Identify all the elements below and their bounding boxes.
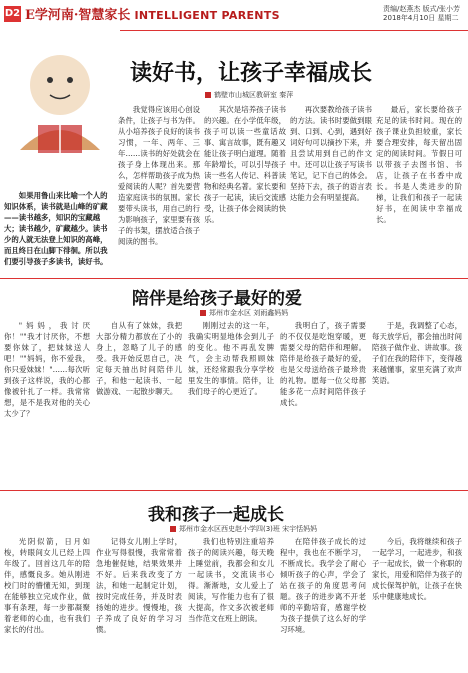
article3-paragraph: 在陪伴孩子成长的过程中，我也在不断学习，不断成长。我学会了耐心倾听孩子的心声，学会了站在孩子的角度思考问题。孩子的进步离不开老师的辛勤培育，感谢学校为孩子提供了这么好的学习环境。 (280, 537, 366, 634)
article1-lead-text: 如果用鲁山来比喻一个人的知识体系，读书就是山峰的矿藏——读书越多，知识的宝藏越大；读书越少，矿藏越少。读书少的人就无法登上知识的高峰，而且终日在山脚下徘徊。所以我们要引导孩子多读书，读好书。 (4, 191, 108, 266)
section-brand (25, 4, 280, 23)
page-header (0, 0, 468, 31)
article1-paragraph: 其次是培养孩子读书的兴趣。在小学低年级，孩子可以读一些童话故事、寓言故事，既有趣又能让孩子明白道理。随着年龄增长，可以引导孩子读一些名人传记、科普读物和经典名著。家长要和孩子一起读，读后交流感受，让孩子体会阅读的快乐。 (204, 105, 286, 224)
decorative-illustration (0, 30, 120, 170)
article1-column-2 (204, 104, 286, 274)
brand-en: INTELLIGENT PARENTS (134, 9, 280, 22)
article2-column-4 (280, 320, 366, 484)
article2-column-3 (188, 320, 274, 484)
article3-column-1 (4, 536, 90, 670)
article3-paragraph: 今后，我将继续和孩子一起学习，一起进步，和孩子一起成长，做一个称职的家长，用爱和陪伴为孩子的成长保驾护航，让孩子在快乐中健康地成长。 (372, 537, 462, 601)
article3-column-2 (96, 536, 182, 670)
article2-title: 陪伴是给孩子最好的爱 (132, 289, 302, 309)
article3-paragraph: 光阴似箭，日月如梭，转眼间女儿已经上四年级了。回首这几年的陪伴，感慨良多。她从刚进校门时的懵懂无知，到现在能够独立完成作业，做事有条理，每一步都凝聚着老师的心血，也有我们家长的付出。 (4, 537, 90, 634)
article2-paragraph: 于是，我调整了心态，每天放学后，都会抽出时间陪孩子做作业、讲故事。孩子们在我的陪伴下，变得越来越懂事，家里充满了欢声笑语。 (372, 321, 462, 385)
brand-cn: E学河南·智慧家长 (25, 8, 131, 23)
article1-paragraph: 最后，家长要给孩子充足的读书时间。现在的孩子课业负担较重，家长要合理安排，每天留出固定的阅读时间。节假日可以带孩子去图书馆、书店，让孩子在书香中成长。书是人类进步的阶梯，让我们和孩子一起读好书，在阅读中幸福成长。 (376, 105, 462, 224)
article1-byline: 鹤壁市山城区教研室 秦萍 (205, 90, 293, 100)
article3-paragraph: 我们也特别注重培养孩子的阅读兴趣，每天晚上睡觉前，我都会和女儿一起读书，交流读书心得。渐渐地，女儿爱上了阅读，写作能力也有了很大提高，作文多次被老师当作范文在班上朗读。 (188, 537, 274, 623)
issue-date: 2018年4月10日 星期二 (383, 14, 459, 22)
article2-paragraph: 刚刚过去的这一年，我确实明显地体会到儿子的变化。他不再乱发脾气，会主动帮我照顾妹妹，还经常跟我分享学校里发生的事情。陪伴，让我们母子的心更近了。 (188, 321, 274, 396)
article2-column-5 (372, 320, 462, 484)
article1-column-1 (118, 104, 200, 274)
page-meta (383, 5, 460, 23)
article1-paragraph: 我觉得应该用心创设条件，让孩子与书为伴。从小培养孩子良好的读书习惯，一年、两年、三年……读书的好处就会在孩子身上体现出来。那么，怎样帮助孩子成为热爱阅读的人呢？首先要营造家庭读书的氛围。家长要带头读书，用自己的行为影响孩子，家里要有孩子的书架，摆放适合孩子阅读的图书。 (118, 105, 200, 246)
article3-title: 我和孩子一起成长 (148, 505, 284, 525)
article1-lead (4, 190, 112, 267)
article2-paragraph: 我明白了，孩子需要的不仅仅是吃饱穿暖，更需要父母的陪伴和理解。陪伴是给孩子最好的爱，也是父母送给孩子最珍贵的礼物。愿每一位父母都能多花一点时间陪伴孩子成长。 (280, 321, 366, 407)
section-divider (0, 490, 468, 491)
article2-byline: 郑州市金水区 刘雨鑫妈妈 (200, 308, 288, 318)
article1-title: 读好书，让孩子幸福成长 (130, 61, 373, 86)
page-code-badge: D2 (4, 6, 21, 22)
article3-paragraph: 记得女儿刚上学时，作业写得很慢，我常常着急地催促她，结果效果并不好。后来我改变了方法，和她一起制定计划，按时完成任务，并及时表扬她的进步。慢慢地，孩子养成了良好的学习习惯。 (96, 537, 182, 634)
article1-paragraph: 再次要教给孩子读书的方法。读书时要做到眼到、口到、心到，遇到好词好句可以摘抄下来，并且尝试用到自己的作文中。还可以让孩子写读书笔记，记下自己的体会。坚持下去，孩子的语言表达能力会有明显提高。 (290, 105, 372, 202)
article3-column-3 (188, 536, 274, 670)
article3-column-5 (372, 536, 462, 670)
article1-column-3 (290, 104, 372, 274)
article3-column-4 (280, 536, 366, 670)
article2-paragraph: 自从有了妹妹，我把大部分精力都放在了小的身上，忽略了儿子的感受。我开始反思自己，决定每天抽出时间陪伴儿子，和他一起读书、一起做游戏、一起散步聊天。 (96, 321, 182, 396)
section-divider (0, 278, 468, 279)
article2-paragraph: "妈妈，我讨厌你！""我才讨厌你，不想要你妹了，把妹妹送人吧！""妈妈，你不爱我，你只爱妹妹！"……每次听到孩子这样说，我的心都像被针扎了一样。我常常想，是不是我对他的关心太少了？ (4, 321, 90, 418)
article2-column-2 (96, 320, 182, 484)
article2-column-1 (4, 320, 90, 484)
editor-credit: 责编/赵燕杰 版式/张小芳 (383, 5, 460, 13)
article3-byline: 郑州市金水区西史赵小学四(3)班 宋宇恬妈妈 (170, 524, 317, 534)
article1-column-4 (376, 104, 462, 274)
